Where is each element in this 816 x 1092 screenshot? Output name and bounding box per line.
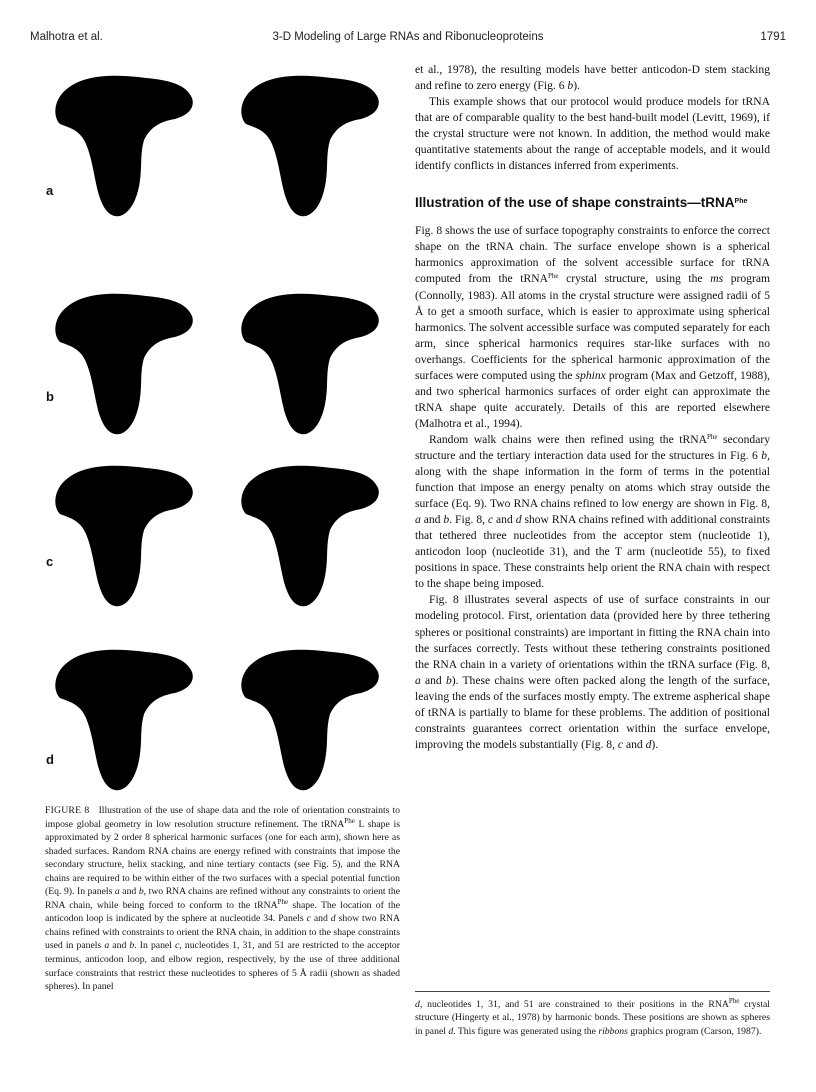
panel-a-right-shape [232, 66, 382, 226]
figure-caption-label: FIGURE 8 [45, 805, 90, 816]
page-number: 1791 [760, 31, 786, 43]
paragraph-2: This example shows that our protocol would produce models for tRNA that are of comparable quality to the best hand-built model (Levitt, 1969), if the crystal structure were not known. In addition, the method would make quantitative statements about the range of acceptable models, and it would identify conflicts in distances inferred from experiments. [415, 95, 770, 173]
panel-a-left-shape [46, 66, 196, 226]
panel-label-d: d [46, 752, 54, 767]
panel-label-b: b [46, 389, 54, 404]
panel-b-left-shape [46, 284, 196, 444]
figure-caption-continued: d, nucleotides 1, 31, and 51 are constrained to their positions in the $RNA^{Phe}$ crystal structure (Hingerty et al., 1978) by harmonic bonds. These positions are shown as spheres in panel d. This figure was generated using the ribbons graphics program (Carson, 1987). [415, 991, 770, 1038]
section-heading: Illustration of the use of shape constraints—tRNA$^{Phe}$ [415, 195, 748, 211]
body-column-right [415, 62, 770, 753]
running-header [30, 31, 786, 45]
paragraph-1: et al., 1978), the resulting models have better anticodon-D stem stacking and refine to zero energy (Fig. 6 b). [415, 63, 770, 93]
paragraph-4: Random walk chains were then refined using the tRNA$^{Phe}$ secondary structure and the tertiary interaction data used for the structures in Fig. 6 b, along with the shape information in the form of terms in the potential function that impose an energy penalty on atoms which stray outside the surface (Eq. 9). Two RNA chains refined to low energy are shown in Fig. 8, a and b. Fig. 8, c and d show RNA chains refined with additional constraints that tethered three nucleotides from the acceptor stem (nucleotide 1), anticodon loop (nucleotide 31), and the T arm (nucleotide 55), to fixed positions in space. These constraints help orient the RNA chain with respect to the shape being imposed. [415, 432, 770, 591]
panel-c-left-shape [46, 456, 196, 616]
header-title: 3-D Modeling of Large RNAs and Ribonucleoproteins [272, 31, 544, 43]
header-authors: Malhotra et al. [30, 31, 103, 43]
panel-b-right-shape [232, 284, 382, 444]
paragraph-5: Fig. 8 illustrates several aspects of use of surface constraints in our modeling protocol. First, orientation data (provided here by three tethering spheres or positional constraints) are important in fitting the RNA chain into the surfaces correctly. Tests without these tethering constraints positioned the RNA chain in a variety of orientations within the tRNA surface (Fig. 8, a and b). These chains were often packed along the length of the surface, leaving the ends of the surfaces mostly empty. The extreme aspherical shape of tRNA is partially to blame for these problems. The addition of positional constraints guarantees correct orientation within the surface envelope, improving the models substantially (Fig. 8, c and d). [415, 593, 770, 751]
panel-label-a: a [46, 183, 54, 198]
panel-c-right-shape [232, 456, 382, 616]
figure-caption: FIGURE 8 Illustration of the use of shape data and the role of orientation constraints to impose global geometry in low resolution structure refinement. The tRNA$^{Phe}$ L shape is approximated by 2 order 8 spherical harmonic surfaces (one for each arm), shown here as shaded surfaces. Random RNA chains are energy refined with constraints that impose the secondary structure, helix stacking, and nine tertiary contacts (see Fig. 5), and the RNA chains are required to be within either of the two surfaces with a special potential function (Eq. 9). In panels a and b, two RNA chains are refined without any constraints to orient the RNA chain, while being forced to conform to the tRNA$^{Phe}$ shape. The location of the anticodon loop is indicated by the sphere at nucleotide 34. Panels c and d show two RNA chains refined with constraints to orient the RNA chain, in addition to the shape constraints used in panels a and b. In panel c, nucleotides 1, 31, and 51 are restricted to the acceptor terminus, anticodon loop, and elbow region, respectively, by the use of three additional surface constraints that restrict these nucleotides to spheres of 5 Å radii (shown as shaded spheres). In panel [45, 805, 401, 993]
panel-label-c: c [46, 554, 54, 569]
panel-d-right-shape [232, 640, 382, 800]
panel-d-left-shape [46, 640, 196, 800]
paragraph-3: Fig. 8 shows the use of surface topography constraints to enforce the correct shape on the tRNA chain. The surface envelope shown is a spherical harmonics approximation of the solvent accessible surface for tRNA computed from the tRNA$^{Phe}$ crystal structure, using the ms program (Connolly, 1983). All atoms in the crystal structure were assigned radii of 5 Å to get a smooth surface, which is easier to approximate using spherical harmonics. The solvent accessible surface was computed separately for each arm, since spherical harmonics requires star-like surfaces with no overhangs. Coefficients for the spherical harmonic approximation of the surfaces were computed using the sphinx program (Max and Getzoff, 1988), and two spherical harmonics surfaces of order eight can approximate the tRNA shape quite accurately. Details of this are reported elsewhere (Malhotra et al., 1994). [415, 224, 770, 430]
